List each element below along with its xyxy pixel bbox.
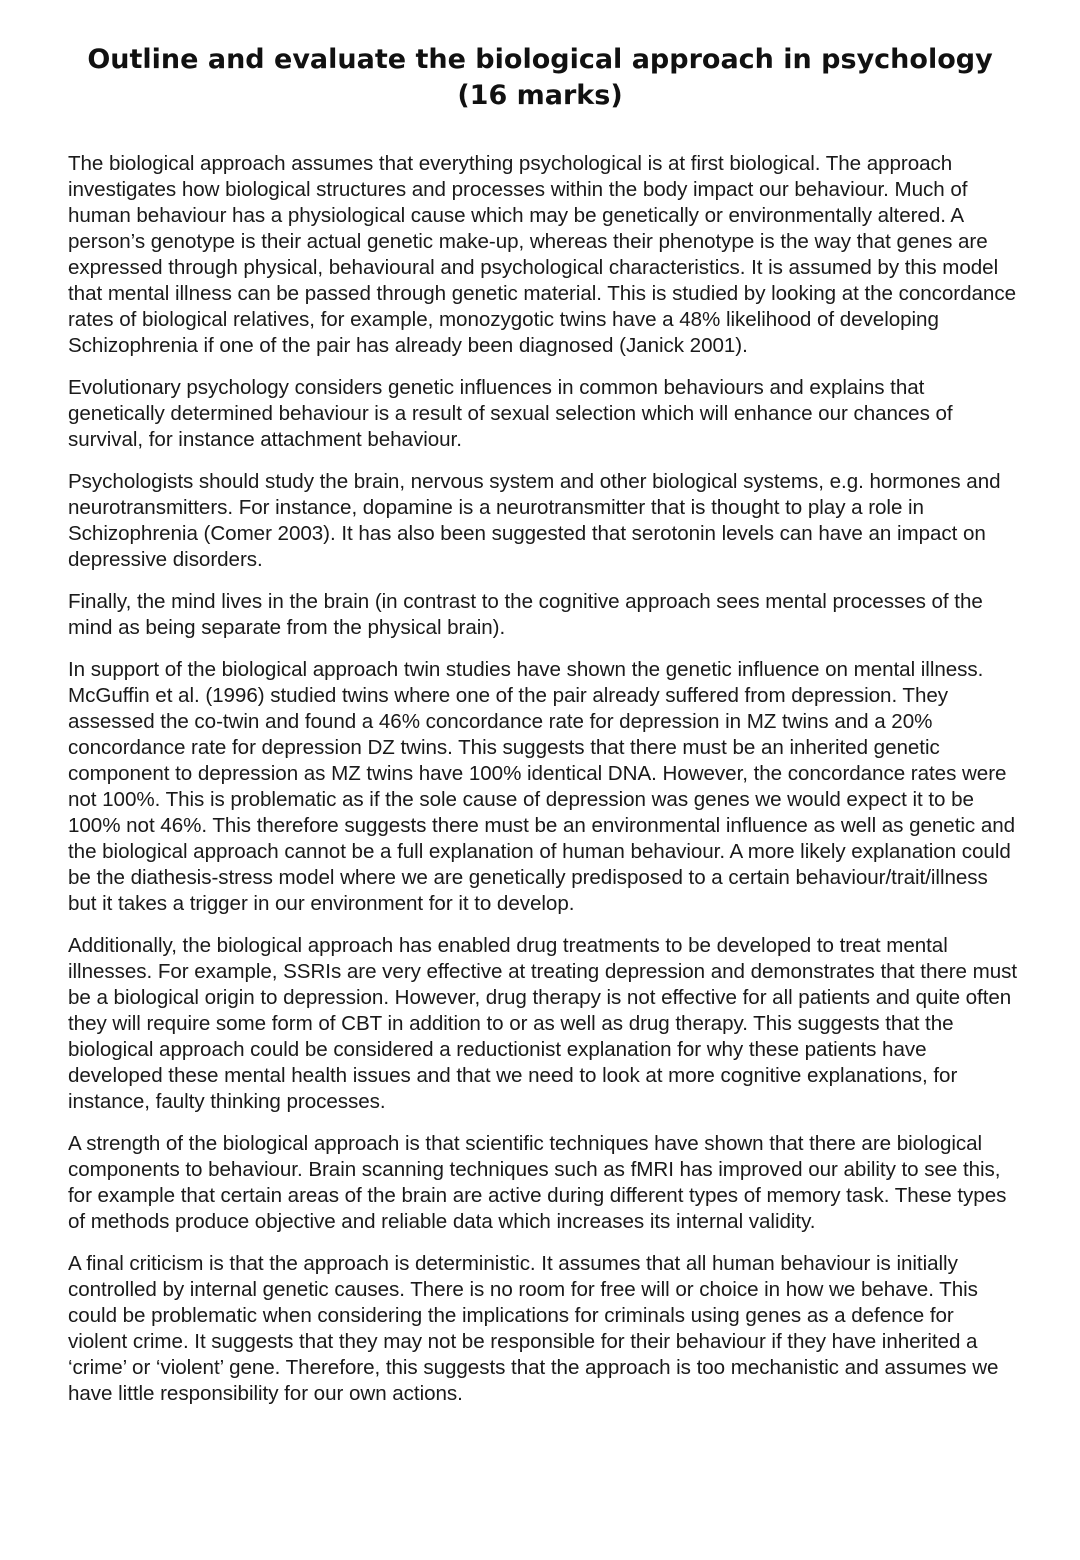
title-line-2: (16 marks) xyxy=(457,80,623,111)
paragraph-evolutionary: Evolutionary psychology considers genetic influences in common behaviours and explains that genetically determined behaviour is a result of sexual selection which will enhance our chances of survival, for instance attachment behaviour. xyxy=(68,376,953,451)
paragraph-mind-brain: Finally, the mind lives in the brain (in contrast to the cognitive approach sees mental processes of the mind as being separate from the physical brain). xyxy=(68,590,983,639)
essay-body xyxy=(68,151,1018,1407)
paragraph-determinism: A final criticism is that the approach is deterministic. It assumes that all human behaviour is initially controlled by internal genetic causes. There is no room for free will or choice in how we behave. This could be problematic when considering the implications for criminals using genes as a defence for violent crime. It suggests that they may not be responsible for their behaviour if they have inherited a ‘crime’ or ‘violent’ gene. Therefore, this suggests that the approach is too mechanistic and assumes we have little responsibility for our own actions. xyxy=(68,1252,999,1405)
paragraph-drug-treatments: Additionally, the biological approach has enabled drug treatments to be developed to treat mental illnesses. For example, SSRIs are very effective at treating depression and demonstrates that there must be a biological origin to depression. However, drug therapy is not effective for all patients and quite often they will require some form of CBT in addition to or as well as drug therapy. This suggests that the biological approach could be considered a reductionist explanation for why these patients have developed these mental health issues and that we need to look at more cognitive explanations, for instance, faulty thinking processes. xyxy=(68,934,1018,1113)
paragraph-intro: The biological approach assumes that everything psychological is at first biological. The approach investigates how biological structures and processes within the body impact our behaviour. Much of human behaviour has a physiological cause which may be genetically or environmentally altered. A person’s genotype is their actual genetic make-up, whereas their phenotype is the way that genes are expressed through physical, behavioural and psychological characteristics. It is assumed by this model that mental illness can be passed through genetic material. This is studied by looking at the concordance rates of biological relatives, for example, monozygotic twins have a 48% likelihood of developing Schizophrenia if one of the pair has already been diagnosed (Janick 2001). xyxy=(68,152,1016,357)
paragraph-twin-studies: In support of the biological approach twin studies have shown the genetic influence on mental illness. McGuffin et al. (1996) studied twins where one of the pair already suffered from depression. They assessed the co-twin and found a 46% concordance rate for depression in MZ twins and a 20% concordance rate for depression DZ twins. This suggests that there must be an inherited genetic component to depression as MZ twins have 100% identical DNA. However, the concordance rates were not 100%. This is problematic as if the sole cause of depression was genes we would expect it to be 100% not 46%. This therefore suggests there must be an environmental influence as well as genetic and the biological approach cannot be a full explanation of human behaviour. A more likely explanation could be the diathesis-stress model where we are genetically predisposed to a certain behaviour/trait/illness but it takes a trigger in our environment for it to develop. xyxy=(68,658,1016,915)
paragraph-scientific-strength: A strength of the biological approach is that scientific techniques have shown that there are biological components to behaviour. Brain scanning techniques such as fMRI has improved our ability to see this, for example that certain areas of the brain are active during different types of memory task. These types of methods produce objective and reliable data which increases its internal validity. xyxy=(68,1132,1007,1233)
title-line-1: Outline and evaluate the biological approach in psychology xyxy=(87,44,993,75)
page-title xyxy=(60,42,1020,114)
paragraph-neurotransmitters: Psychologists should study the brain, nervous system and other biological systems, e.g. hormones and neurotransmitters. For instance, dopamine is a neurotransmitter that is thought to play a role in Schizophrenia (Comer 2003). It has also been suggested that serotonin levels can have an impact on depressive disorders. xyxy=(68,470,1001,571)
